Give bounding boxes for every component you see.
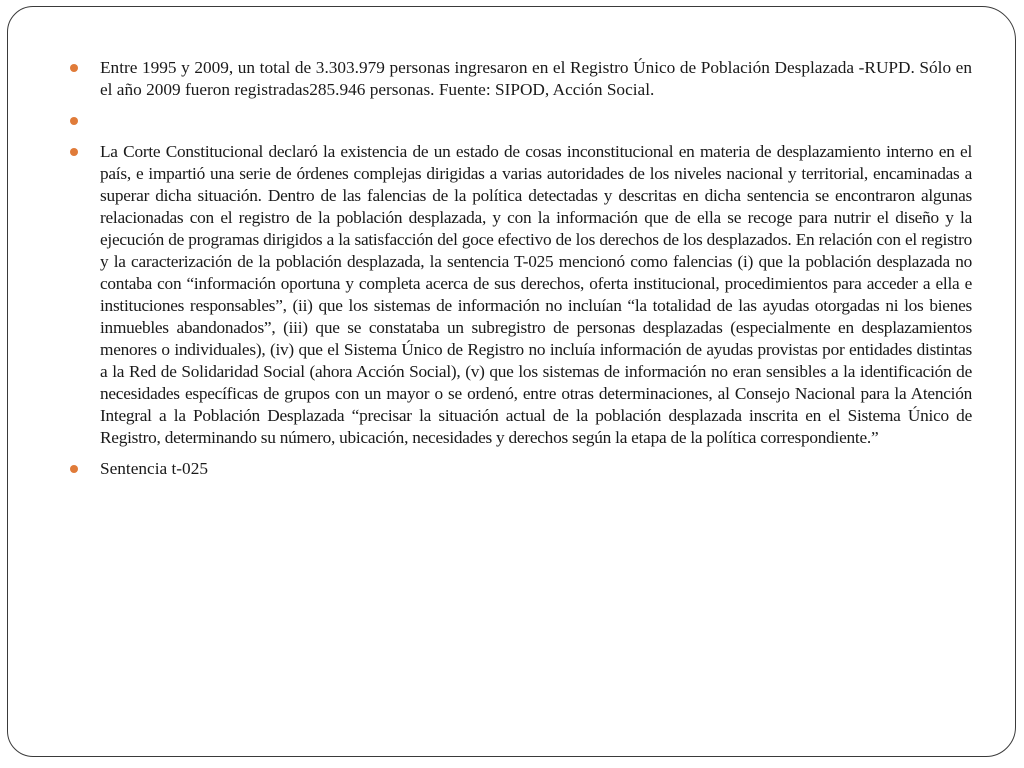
bullet-dot-icon <box>70 148 78 156</box>
slide-frame <box>7 6 1016 757</box>
bullet-item <box>70 141 972 449</box>
bullet-text: Entre 1995 y 2009, un total de 3.303.979 personas ingresaron en el Registro Único de Población Desplazada -RUPD. Sólo en el año 2009 fueron registradas285.946 personas. Fuente: SIPOD, Acción Social. <box>100 58 972 99</box>
bullet-dot-icon <box>70 64 78 72</box>
bullet-item-empty <box>70 110 972 132</box>
bullet-text: Sentencia t-025 <box>100 459 208 478</box>
bullet-item <box>70 458 972 480</box>
bullet-dot-icon <box>70 117 78 125</box>
bullet-text: La Corte Constitucional declaró la existencia de un estado de cosas inconstitucional en materia de desplazamiento interno en el país, e impartió una serie de órdenes complejas dirigidas a varias autoridades de los niveles nacional y territorial, encaminadas a superar dicha situación. Dentro de las falencias de la política detectadas y descritas en dicha sentencia se encontraron algunas relacionadas con el registro de la población desplazada, y con la información que de ella se recoge para nutrir el diseño y la ejecución de programas dirigidos a la satisfacción del goce efectivo de los derechos de los desplazados. En relación con el registro y la caracterización de la población desplazada, la sentencia T-025 mencionó como falencias (i) que la población desplazada no contaba con “información oportuna y completa acerca de sus derechos, oferta institucional, procedimientos para acceder a ella e instituciones responsables”, (ii) que los sistemas de información no incluían “la totalidad de las ayudas otorgadas ni los bienes inmuebles abandonados”, (iii) que se constataba un subregistro de personas desplazadas (especialmente en desplazamientos menores o individuales), (iv) que el Sistema Único de Registro no incluía información de ayudas provistas por entidades distintas a la Red de Solidaridad Social (ahora Acción Social), (v) que los sistemas de información no eran sensibles a la identificación de necesidades específicas de grupos con un mayor o se ordenó, entre otras determinaciones, al Consejo Nacional para la Atención Integral a la Población Desplazada “precisar la situación actual de la población desplazada inscrita en el Sistema Único de Registro, determinando su número, ubicación, necesidades y derechos según la etapa de la política correspondiente.” <box>100 142 972 447</box>
bullet-dot-icon <box>70 465 78 473</box>
slide-content <box>70 57 972 480</box>
bullet-item <box>70 57 972 101</box>
